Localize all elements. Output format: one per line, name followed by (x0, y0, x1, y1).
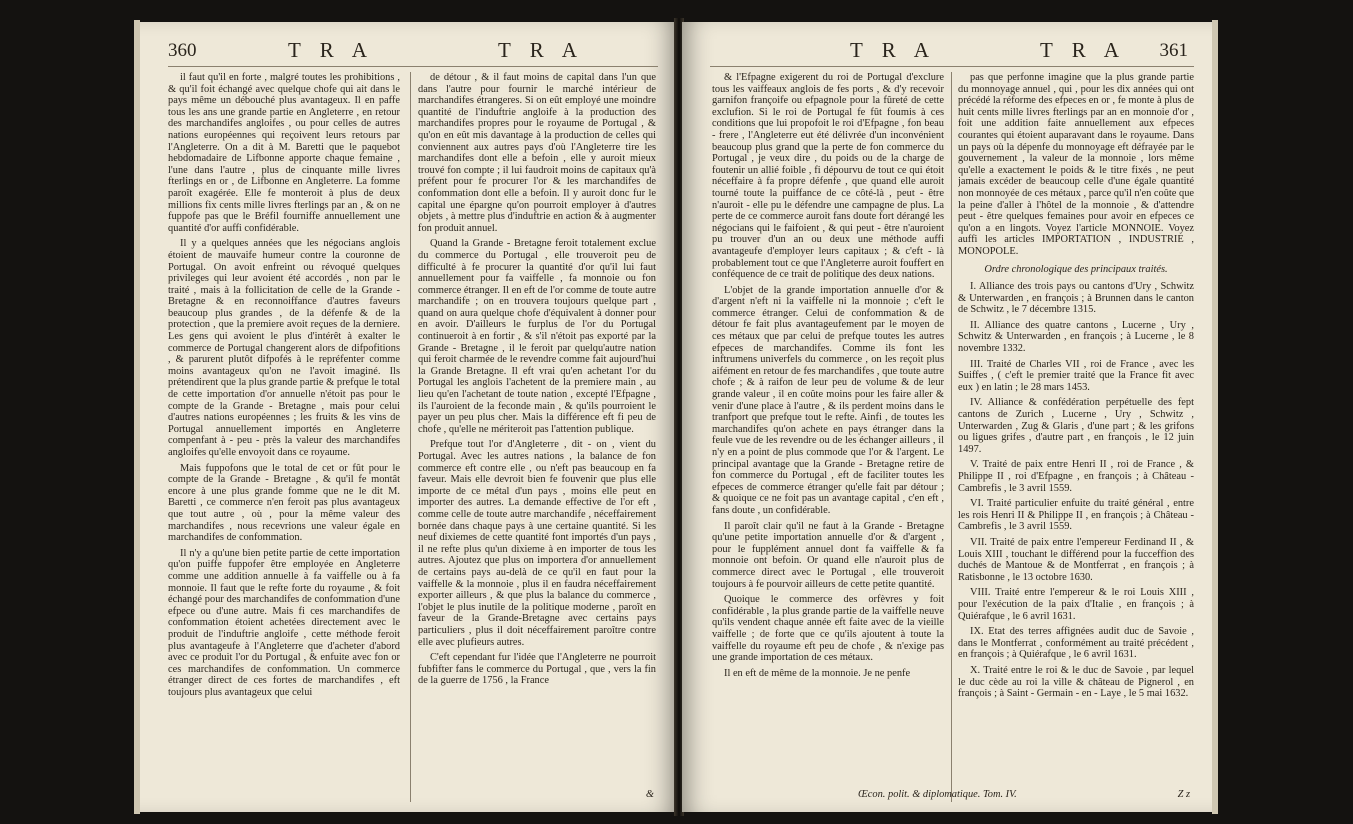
treaty-item: II. Alliance des quatre cantons , Lucerne , Ury , Schwitz & Unterwarden , en françois ; à Lucerne , le 8 novembre 1332. (958, 319, 1194, 355)
paragraph: Il paroît clair qu'il ne faut à la Grande - Bretagne qu'une petite importation annuelle d'or & d'argent , pour le fupplément annuel dont fa vaiffelle & fa monnoie ont befoin. Or quand elle n'auroit plus de commerce direct avec le Portugal , elle trouveroit toujours à fe pourvoir ailleurs de cette petite quantité. (712, 520, 944, 590)
right-page-edge (1212, 20, 1218, 814)
left-running-head (168, 32, 658, 66)
treaty-item: III. Traité de Charles VII , roi de France , avec les Suiffes , ( c'eft le premier traité que la France fit avec eux ) en latin ; le 28 mars 1453. (958, 358, 1194, 393)
paragraph: Quoique le commerce des orfèvres y foit confidérable , la plus grande partie de la vaiffelle neuve qu'ils vendent chaque année eft faite avec de la vieille vaiffelle ; de forte que ce qu'ils ajoutent à toute la vaiffelle du royaume eft peu de chofe , & n'exige pas une grande importation de ces métaux. (712, 594, 944, 664)
running-title: T R A (498, 38, 584, 62)
treaty-item: VI. Traité particulier enfuite du traité général , entre les rois Henri II & Philippe II , en françois ; à Château - Cambrefis , le 3 avril 1559. (958, 498, 1194, 533)
paragraph: il faut qu'il en forte , malgré toutes les prohibitions , & qu'il foit échangé avec quelque chofe qui ait dans le pays même un débouché plus avantageux. Il en paffe tous les ans une grande partie en Angleterre , en retour des marchandifes angloifes , ou pour celles de autres nations européennes qui reçoivent leurs retours par l'Angleterre. On a dit à M. Baretti que le paquebot hebdomadaire de Lifbonne apporte chaque femaine , l'une dans l'autre , plus de cinquante mille livres fterlings en or , de Lifbonne en Angleterre. La fomme paroît exagérée. Elle fe monteroit à plus de deux millions fix cents mille livres fterlings par an , & on ne fuppofe pas que le Bréfil fourniffe annuellement une quantité d'or auffi confidérable. (168, 72, 400, 234)
treaty-item: X. Traité entre le roi & le duc de Savoie , par lequel le duc cède au roi la ville & château de Pignerol , en françois ; à Saint - Germain - en - Laye , le 5 mai 1632. (958, 664, 1194, 700)
treaty-item: I. Alliance des trois pays ou cantons d'Ury , Schwitz & Unterwarden , en françois ; à Brunnen dans le canton de Schwitz , le 7 décembre 1315. (958, 281, 1194, 316)
paragraph: Il n'y a qu'une bien petite partie de cette importation qu'on puiffe fuppofer être employée en Angleterre comme une addition annuelle à fa vaiffelle ou à fa monnoie. Il faut que le refte forte du royaume , & foit échangé pour des marchandifes de confommation d'une efpece ou d'une autre. Mais fi ces marchandifes de confommation étoient achetées directement avec le produit de l'induftrie angloife , cette méthode feroit plus avantageufe à l'Angleterre que d'acheter d'abord avec ce produit l'or du Portugal , & enfuite avec fon or ces marchandifes de confommation. Un commerce étranger direct de ces fortes de marchandifes , eft toujours plus avantageux que celui (168, 547, 400, 698)
right-running-head (710, 32, 1194, 66)
treaty-item: IV. Alliance & confédération perpétuelle des fept cantons de Zurich , Lucerne , Ury , Schwitz , Unterwarden , Zug & Glaris , d'une part ; & les grifons ou ligues grifes , d'autre part , en françois , le 12 juin 1497. (958, 397, 1194, 455)
paragraph: pas que perfonne imagine que la plus grande partie du monnoyage annuel , qui , pour les dix années qui ont précédé la réforme des efpeces en or , fe monte à plus de huit cents mille livres fterlings par an en monnoie d'or , foit une addition faite annuellement aux efpeces courantes qui étoient auparavant dans le royaume. Dans un pays où la dépenfe du monnoyage eft défrayée par le gouvernement , la valeur de la monnoie , lors même qu'elle a exactement le poids & le titre fixés , ne peut jamais excéder de beaucoup celle d'une égale quantité non monnoyée de ces métaux , parce qu'il n'en coûte que la peine d'aller à l'hôtel de la monnoie , & d'attendre peut - être quelques femaines pour avoir en efpeces ce qu'on a en lingots. Voyez l'article MONNOIE. Voyez auffi les articles IMPORTATION , INDUSTRIE , MONOPOLE. (958, 72, 1194, 257)
treaty-item: IX. Etat des terres affignées audit duc de Savoie , dans le Montferrat , conformément au traité précédent , en françois ; à Quiérafque , le 6 avril 1631. (958, 626, 1194, 661)
left-column-1 (168, 72, 400, 802)
right-column-2 (958, 72, 1194, 802)
paragraph: Il y a quelques années que les négocians anglois étoient de mauvaife humeur contre la couronne de Portugal. On avoit enfreint ou révoqué quelques privileges qui leur avoient été accordés , non par le traité , mais à la follicitation de celle de la Grande - Bretagne & en reconnoiffance d'autres faveurs beaucoup plus grandes , de la défenfe & de la protection , que la premiere avoit reçues de la derniere. Les gens qui avoient le plus d'intérêt à exalter le commerce de Portugal changerent alors de difpofitions , & parurent plutôt difpofés à le repréfenter comme moins avantageux qu'on ne l'avoit imaginé. Ils prétendirent que la plus grande partie & prefque le total de cette importation d'or annuelle n'étoit pas pour le compte de la Grande - Bretagne , mais pour celui d'autres nations européennes ; les fruits & les vins de Portugal annuellement importés en Angleterre compenfant à - peu - près la valeur des marchandifes angloifes qu'elle envoyoit dans ce royaume. (168, 238, 400, 458)
left-column-2 (418, 72, 656, 802)
treaty-item: V. Traité de paix entre Henri II , roi de France , & Philippe II , roi d'Efpagne , en françois ; à Château - Cambrefis , le 3 avril 1559. (958, 459, 1194, 494)
section-heading: Ordre chronologique des principaux traités. (984, 263, 1168, 275)
right-column-1 (712, 72, 944, 802)
right-page (682, 22, 1212, 812)
paragraph: L'objet de la grande importation annuelle d'or & d'argent n'eft ni la vaiffelle ni la monnoie ; c'eft le commerce étranger. Celui de confommation & de détour fe fait plus avantageufement par le moyen de ces métaux que par celui de prefque toutes les autres efpeces de marchandifes. Comme ils font les inftrumens univerfels du commerce , on les reçoit plus aifément en retour de fes marchandifes , que toute autre chofe ; & à raifon de leur peu de volume & de leur grande valeur , il en coûte moins pour les faire aller & venir d'une place à l'autre , & ils perdent moins dans le tranfport que prefque tout le refte. Ainfi , de toutes les marchandifes qu'on achete en pays étranger dans la feule vue de les revendre ou de les échanger ailleurs , il n'y en a point de plus commode que l'or & l'argent. Le principal avantage que la Grande - Bretagne retire de fon commerce du Portugal , eft de faciliter toutes les efpeces de commerce étranger qu'elle fait par détour ; & quoique ce ne foit pas un avantage capital , c'en eft , fans doute , un confidérable. (712, 284, 944, 516)
paragraph: & l'Efpagne exigerent du roi de Portugal d'exclure tous les vaiffeaux anglois de fes ports , & d'y recevoir garnifon françoife ou efpagnole pour la fûreté de cette exclufion. Si le roi de Portugal fe fût foumis à ces conditions que lui propofoit le roi d'Efpagne , fon beau - frere , l'Angleterre eut été délivrée d'un inconvénient beaucoup plus grand que la perte de fon commerce du Portugal , je veux dire , du poids ou de la charge de foutenir un allié foible , fi dépourvu de tout ce qui étoit néceffaire à fa propre défenfe , que quand elle auroit tourné toute la puiffance de ce côté-là , peut - être n'auroit - elle pu le défendre une campagne de plus. La perte de ce commerce auroit fans doute fort dérangé les négocians qui le faifoient , & qui peut - être n'auroient pu trouver d'un an ou deux une méthode auffi avantageufe d'employer leurs capitaux ; & c'eft - là probablement tout ce que l'Angleterre auroit fouffert en conféquence de ce trait de politique des deux nations. (712, 72, 944, 281)
head-rule (168, 66, 658, 67)
paragraph: Prefque tout l'or d'Angleterre , dit - on , vient du Portugal. Avec les autres nations , la balance de fon commerce eft contre elle , ou n'eft pas beaucoup en fa faveur. Mais elle devroit bien fe fouvenir que plus elle importe de ce métal d'un pays , moins elle peut en importer des autres. La demande effective de l'or eft , comme celle de toute autre marchandife , néceffairement bornée dans chaque pays à une certaine quantité. Si les neuf dixiemes de cette quantité font importés d'un pays , il ne refte plus qu'un dixieme à en importer de tous les autres. Ajoutez que plus on importera d'or annuellement de certains pays au-delà de ce qu'il en faut pour la vaiffelle & la monnoie , plus il en faudra néceffairement exporter ailleurs , & que plus la balance du commerce , l'objet le plus inutile de la politique moderne , paroît en faveur de la Grande-Bretagne avec certains pays particuliers , plus il doit néceffairement paroître contre elle avec plufieurs autres. (418, 439, 656, 648)
left-page (140, 22, 676, 812)
running-title: T R A (850, 38, 936, 62)
catchword: & (645, 789, 654, 800)
signature-line: Œcon. polit. & diplomatique. Tom. IV. (858, 789, 1017, 800)
column-rule (951, 72, 952, 802)
treaty-item: VIII. Traité entre l'empereur & le roi Louis XIII , pour l'exécution de la paix d'Italie , en françois ; à Quiérafque , le 6 avril 1631. (958, 587, 1194, 622)
paragraph: C'eft cependant fur l'idée que l'Angleterre ne pourroit fubfifter fans le commerce du Portugal , que , vers la fin de la guerre de 1756 , la France (418, 652, 656, 687)
paragraph: de détour , & il faut moins de capital dans l'un que dans l'autre pour fournir le marché intérieur de marchandifes étrangeres. Si on eût employé une moindre quantité de l'induftrie angloife à la production des marchandifes propres pour le royaume de Portugal , & qu'on en eût mis davantage à la production de celles qui conviennent aux autres pays d'où l'Angleterre tire les marchandifes dont elle a befoin , elle y auroit mieux trouvé fon compte ; il lui faudroit moins de capitaux qu'à préfent pour fe procurer l'or & les marchandifes de confommation dont elle a befoin. Il y auroit donc fur le capital une épargne qu'on pourroit employer à d'autres objets , à mettre plus d'induftrie en action & à augmenter fon produit annuel. (418, 72, 656, 234)
paragraph: Quand la Grande - Bretagne feroit totalement exclue du commerce du Portugal , elle trouveroit peu de difficulté à fe procurer la quantité d'or qu'il lui faut annuellement pour fa vaiffelle , fa monnoie ou fon commerce étranger. Il en eft de l'or comme de toute autre marchandife ; on en trouvera toujours quelque part , quand on aura quelque chofe d'équivalent à donner pour en avoir. D'ailleurs le furplus de l'or du Portugal continueroit à en fortir , & s'il n'étoit pas exporté par la Grande - Bretagne , il le feroit par quelqu'autre nation qui feroit charmée de le revendre comme fait aujourd'hui la Grande Bretagne. Il eft vrai qu'en achetant l'or du Portugal les anglois l'achetent de la premiere main , au lieu qu'en l'achetant de toute nation , excepté l'Efpagne , ils l'auroient de la feconde main , & qu'ils pourroient le payer un peu plus cher. Mais la différence eft fi peu de chofe , qu'elle ne mériteroit pas l'attention publique. (418, 238, 656, 435)
paragraph: Il en eft de même de la monnoie. Je ne penfe (724, 667, 911, 679)
running-title: T R A (1040, 38, 1126, 62)
running-title: T R A (288, 38, 374, 62)
page-number: 361 (1159, 40, 1188, 61)
column-rule (410, 72, 411, 802)
page-number: 360 (168, 40, 197, 61)
catchword: Z z (1177, 789, 1190, 800)
treaty-item: VII. Traité de paix entre l'empereur Ferdinand II , & Louis XIII , touchant le différend pour la fucceffion des duchés de Mantoue & de Montferrat , en françois ; à Ratisbonne , le 13 octobre 1630. (958, 536, 1194, 583)
paragraph: Mais fuppofons que le total de cet or fût pour le compte de la Grande - Bretagne , & qu'il fe montât encore à une plus grande fomme que ne le dit M. Baretti , ce commerce n'en feroit pas plus avantageux que tout autre , où , pour la même valeur des marchandifes , nous recevrions une valeur égale en marchandifes de confommation. (168, 462, 400, 544)
head-rule (710, 66, 1194, 67)
